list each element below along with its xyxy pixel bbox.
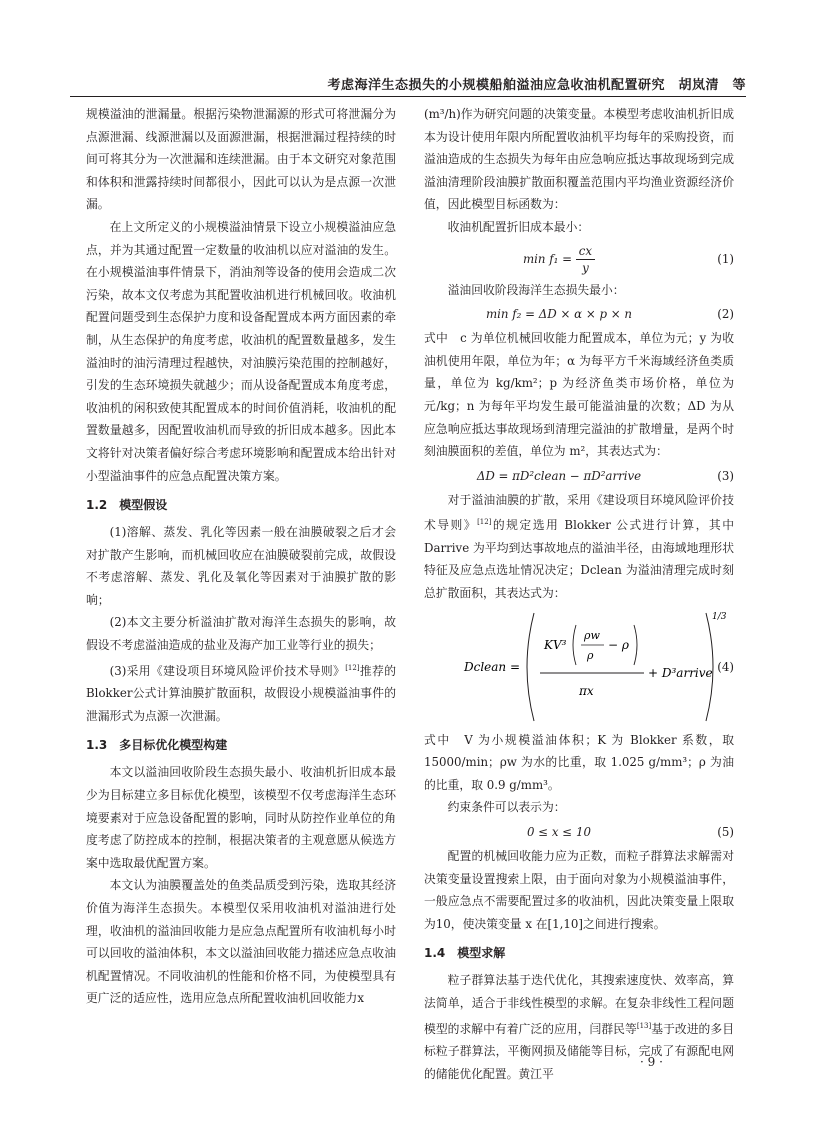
assumption-3-text: (3)采用《建设项目环境风险评价技术导则》 [109,663,346,678]
right-column [424,103,734,1085]
definitions: 式中 c 为单位机械回收能力配置成本，单位为元；y 为收油机使用年限，单位为年；α 为每平方千米海域经济鱼类质量，单位为 kg/km²；p 为经济鱼类市场价格，单位为元/kg；n 为每年平均发生最可能溢油量的次数；ΔD 为从应急响应抵达事故现场到清理完溢油的扩散增量，是两个时刻油膜面积的差值，单位为 m²，其表达式为： [424,331,734,459]
citation: [13] [636,1021,652,1030]
equation-4 [424,605,734,729]
equation-number: (4) [717,659,734,674]
equation-1-denominator: y [582,261,589,276]
assumption-3-text-cont: 推荐的Blokker公式计算油膜扩散面积，故假设小规模溢油事件的泄漏形式为点源一次泄漏。 [86,663,396,723]
assumption-1: (1)溶解、蒸发、乳化等因素一般在油膜破裂之后才会对扩散产生影响，而机械回收应在油膜破裂前完成，故假设不考虑溶解、蒸发、乳化及氧化等因素对于油膜扩散的影响； [86,525,396,607]
inner-paren-left [573,625,576,665]
equation-4-exponent: 1/3 [712,611,727,622]
left-column [86,103,396,1010]
equation-1-lhs: min f₁ = [522,251,573,266]
paragraph-text: 粒子群算法基于迭代优化，其搜索速度快、效率高，算法简单，适合于非线性模型的求解。在复杂非线性工程问题模型的求解中有着广泛的应用，闫群民等 [424,973,734,1036]
assumption-3 [86,657,396,728]
paragraph: 本文认为油膜覆盖处的鱼类品质受到污染，选取其经济价值为海洋生态损失。本模型仅采用收油机对溢油进行处理，收油机的溢油回收能力是应急点配置所有收油机每小时可以回收的溢油体积，本文以溢油回收能力描述应急点收油机配置情况。不同收油机的性能和价格不同，为使模型具有更广泛的适应性，选用应急点所配置收油机回收能力x [86,878,396,1006]
header-rule [70,96,746,97]
paragraph-text-cont: 的规定选用 Blokker 公式进行计算，其中 Darrive 为平均到达事故地点的溢油半径，由海域地理形状特征及应急点选址情况决定；Dclean 为溢油清理完成时刻总扩散面积，其表达式为： [424,518,734,601]
paragraph: (m³/h)作为研究问题的决策变量。本模型考虑收油机折旧成本为设计使用年限内所配置收油机平均每年的采购投资，而溢油造成的生态损失为每年由应急响应抵达事故现场到完成溢油清理阶段油膜扩散面积覆盖范围内平均渔业资源经济价值，因此模型目标函数为： [424,107,734,212]
equation-1-numerator: cx [576,243,595,260]
equation-number: (3) [717,468,734,483]
section-heading: 1.4 模型求解 [424,946,506,961]
paragraph: 在上文所定义的小规模溢油情景下设立小规模溢油应急点，并为其通过配置一定数量的收油机以应对溢油的发生。在小规模溢油事件情景下，消油剂等设备的使用会造成二次污染，故本文仅考虑为其配置收油机进行机械回收。收油机配置问题受到生态保护力度和设备配置成本两方面因素的牵制，从生态保护的角度考虑，收油机的配置数量越多，发生溢油时的油污清理过程越快，对油膜污染范围的控制越好，引发的生态环境损失就越少；而从设备配置成本角度考虑，收油机的闲积致使其配置成本的时间价值消耗，收油机的配置数量越多，因配置收油机而导致的折旧成本越多。因此本文将针对决策者偏好综合考虑环境影响和配置成本给出针对小型溢油事件的应急点配置决策方案。 [86,219,396,483]
paragraph: 配置的机械回收能力应为正数，而粒子群算法求解需对决策变量设置搜索上限，由于面向对象为小规模溢油事件，一般应急点不需要配置过多的收油机，因此决策变量上限取为10，使决策变量 x 在[1,10]之间进行搜索。 [424,848,734,931]
definitions: 式中 V 为小规模溢油体积；K 为 Blokker 系数，取 15000/min；ρw 为水的比重，取 1.025 g/mm³；ρ 为油的比重，取 0.9 g/mm³。 [424,732,734,792]
equation-4-denominator: πx [579,683,594,698]
paragraph: 本文以溢油回收阶段生态损失最小、收油机折旧成本最少为目标建立多目标优化模型，该模型不仅考虑海洋生态环境要素对于应急设备配置的影响，同时从防控作业单位的角度考虑了防控成本的控制，根据决策者的主观意愿从候选方案中选取最优配置方案。 [86,765,396,870]
constraint-label: 约束条件可以表示为： [447,800,566,815]
equation-4-rho-w: ρw [584,628,600,642]
equation-3 [424,463,734,489]
equation-1 [424,239,734,279]
equation-number: (2) [717,307,734,322]
section-heading: 1.3 多目标优化模型构建 [86,738,228,753]
paragraph [424,489,734,605]
equation-1-fraction [576,243,595,276]
section-heading: 1.2 模型假设 [86,498,168,513]
equation-2 [424,301,734,327]
equation-number: (5) [717,824,734,839]
equation-number: (1) [717,251,734,266]
equation-4-graphic [424,605,734,729]
equation-4-rho: ρ [587,648,594,662]
assumption-2: (2)本文主要分析溢油扩散对海洋生态损失的影响，故假设不考虑溢油造成的盐业及海产加工业等行业的损失； [86,615,396,653]
paragraph: 规模溢油的泄漏量。根据污染物泄漏源的形式可将泄漏分为点源泄漏、线源泄漏以及面源泄漏，根据泄漏过程持续的时间可将其分为一次泄漏和连续泄漏。由于本文研究对象范围和体积和泄露持续时间都很小，因此可以认为是点源一次泄漏。 [86,107,396,212]
inner-paren-right [634,625,637,665]
equation-4-minus-rho: − ρ [608,637,629,652]
left-big-paren [527,613,534,721]
equation-4-plus-term: + D³arrive [648,665,713,680]
equation-4-kv: KV³ [544,637,567,652]
equation-5-body: 0 ≤ x ≤ 10 [527,824,591,839]
paragraph [424,969,734,1085]
running-header: 考虑海洋生态损失的小规模船舶溢油应急收油机配置研究 胡岚清 等 [327,78,746,93]
objective-label-1: 收油机配置折旧成本最小： [447,219,590,234]
citation: [12] [477,518,492,527]
paragraph-text-cont: 基于改进的多目标粒子群算法，平衡网损及储能等目标，完成了有源配电网的储能优化配置。黄江平 [424,1021,734,1081]
objective-label-2: 溢油回收阶段海洋生态损失最小： [447,282,625,297]
paragraph-text: 对于溢油油膜的扩散，采用《建设项目环境风险评价技术导则》 [424,492,734,533]
equation-5 [424,819,734,845]
citation: [12] [345,663,360,672]
equation-2-body: min f₂ = ΔD × α × p × n [485,307,633,322]
equation-4-lhs: Dclean = [464,659,521,674]
equation-3-body: ΔD = πD²clean − πD²arrive [476,468,642,483]
page-number: · 9 · [640,1055,663,1069]
